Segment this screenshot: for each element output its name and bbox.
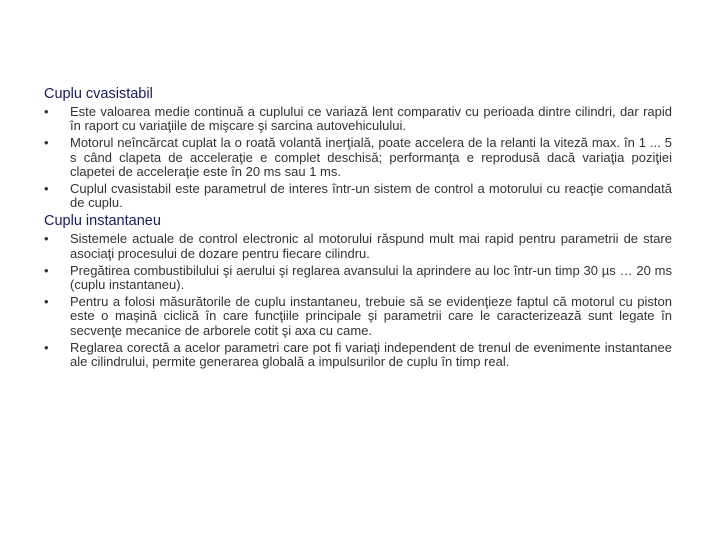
list-item xyxy=(44,136,672,179)
list-item xyxy=(44,264,672,292)
bullet-icon: • xyxy=(44,181,49,197)
bullet-icon: • xyxy=(44,262,49,278)
list-item xyxy=(44,182,672,210)
bullet-text: Este valoarea medie continuă a cuplului ce variază lent comparativ cu perioada dintre cilindri, dar rapid în raport cu variaţiile de mişcare şi sarcina autovehiculului. xyxy=(70,104,672,134)
bullet-text: Pregătirea combustibilului şi aerului şi reglarea avansului la aprindere au loc într-un timp 30 µs … 20 ms (cuplu instantaneu). xyxy=(70,262,672,293)
bullet-list-cvasistabil xyxy=(44,105,672,210)
list-item xyxy=(44,295,672,338)
bullet-icon: • xyxy=(44,135,49,151)
bullet-text: Pentru a folosi măsurătorile de cuplu instantaneu, trebuie să se evidenţieze faptul că motorul cu piston este o maşină ciclică în care funcţiile principale şi parametrii care le caracterizează sunt legate în secvenţe mecanice de arborele cotit şi axa cu came. xyxy=(70,294,672,338)
slide-content xyxy=(44,86,672,372)
bullet-text: Cuplul cvasistabil este parametrul de interes într-un sistem de control a motorului cu reacţie comandată de cuplu. xyxy=(70,181,672,211)
list-item xyxy=(44,105,672,133)
bullet-list-instantaneu xyxy=(44,232,672,369)
heading-cuplu-instantaneu: Cuplu instantaneu xyxy=(44,213,161,230)
heading-cuplu-cvasistabil: Cuplu cvasistabil xyxy=(44,86,153,102)
bullet-text: Reglarea corectă a acelor parametri care pot fi variaţi independent de trenul de evenimente instantanee ale cilindrului, permite generarea globală a impulsurilor de cuplu în timp real. xyxy=(70,339,672,370)
bullet-text: Motorul neîncărcat cuplat la o roată volantă inerţială, poate accelera de la relanti la viteză max. în 1 ... 5 s când clapeta de acceleraţie e complet deschisă; performanţa e reprodusă dacă variaţia poziţiei clapetei de acceleraţie este în 20 ms sau 1 ms. xyxy=(70,135,672,179)
bullet-icon: • xyxy=(44,104,49,119)
list-item xyxy=(44,341,672,369)
list-item xyxy=(44,232,672,260)
bullet-icon: • xyxy=(44,231,49,247)
bullet-text: Sistemele actuale de control electronic al motorului răspund mult mai rapid pentru parametrii de stare asociaţi procesului de dozare pentru fiecare cilindru. xyxy=(70,231,672,261)
bullet-icon: • xyxy=(44,294,49,310)
bullet-icon: • xyxy=(44,339,49,355)
